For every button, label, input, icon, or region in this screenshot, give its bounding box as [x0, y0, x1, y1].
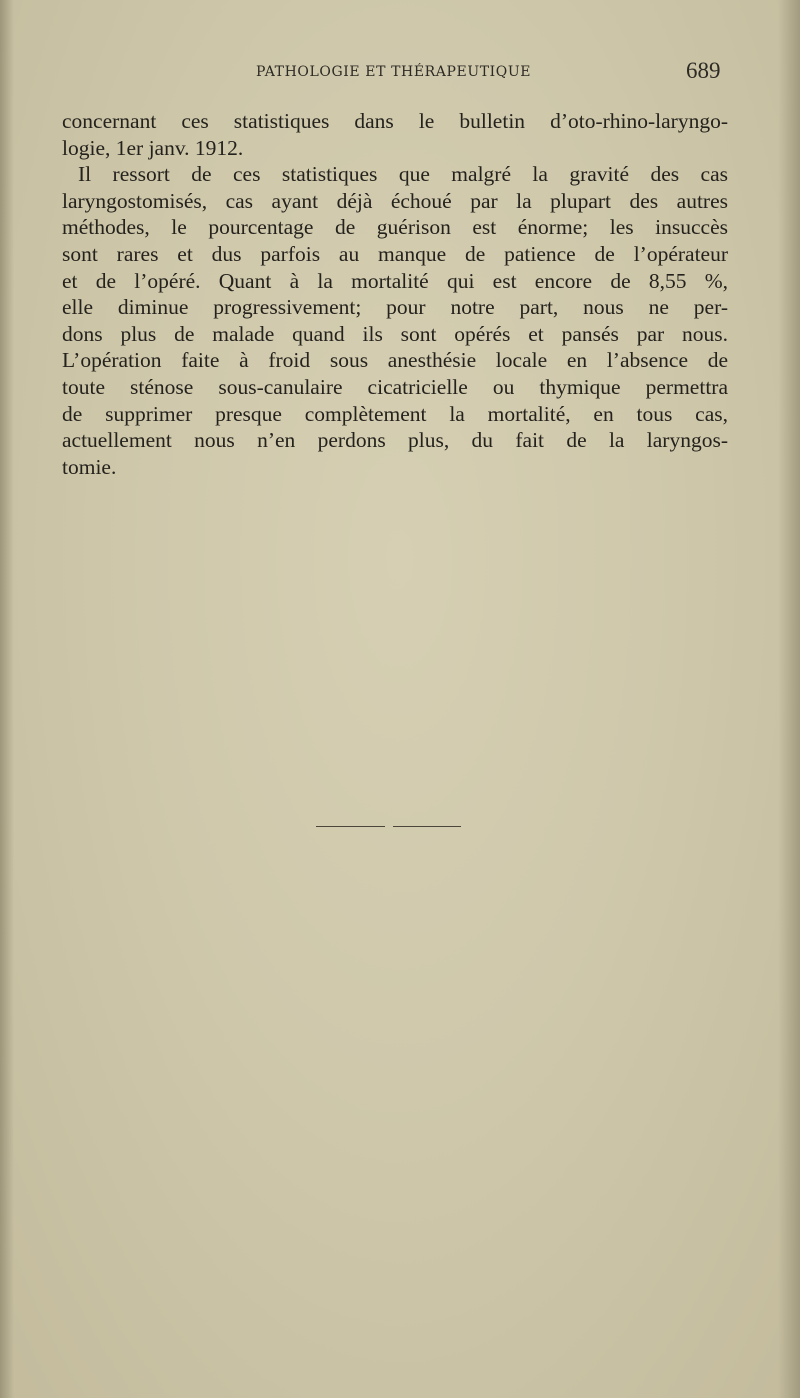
section-end-rule: [316, 826, 461, 827]
rule-segment: [393, 826, 462, 827]
text-line: et de l’opéré. Quant à la mortalité qui est encore de 8,55 %,: [62, 268, 728, 293]
text-line: laryngostomisés, cas ayant déjà échoué par la plupart des autres: [62, 188, 728, 213]
page-edge-shadow: [778, 0, 800, 1398]
rule-segment: [316, 826, 385, 827]
text-line: logie, 1er janv. 1912.: [62, 135, 244, 160]
text-line: méthodes, le pourcentage de guérison est énorme; les insuccès: [62, 215, 728, 240]
body-text: [62, 108, 728, 480]
text-line: dons plus de malade quand ils sont opérés et pansés par nous.: [62, 321, 728, 346]
running-title: PATHOLOGIE ET THÉRAPEUTIQUE: [256, 64, 532, 80]
binding-shadow: [0, 0, 14, 1398]
text-line: concernant ces statistiques dans le bulletin d’oto-rhino-laryngo-: [62, 109, 728, 133]
text-line: toute sténose sous-canulaire cicatricielle ou thymique permettra: [62, 374, 728, 399]
text-line: sont rares et dus parfois au manque de patience de l’opérateur: [62, 241, 728, 266]
page-number: 689: [686, 58, 721, 83]
text-line: Il ressort de ces statistiques que malgré la gravité des cas: [78, 162, 728, 187]
text-line: L’opération faite à froid sous anesthésie locale en l’absence de: [62, 348, 728, 373]
text-line: actuellement nous n’en perdons plus, du fait de la laryngos-: [62, 428, 728, 453]
text-line: tomie.: [62, 454, 117, 479]
text-line: de supprimer presque complètement la mortalité, en tous cas,: [62, 401, 728, 426]
text-line: elle diminue progressivement; pour notre part, nous ne per-: [62, 295, 728, 320]
